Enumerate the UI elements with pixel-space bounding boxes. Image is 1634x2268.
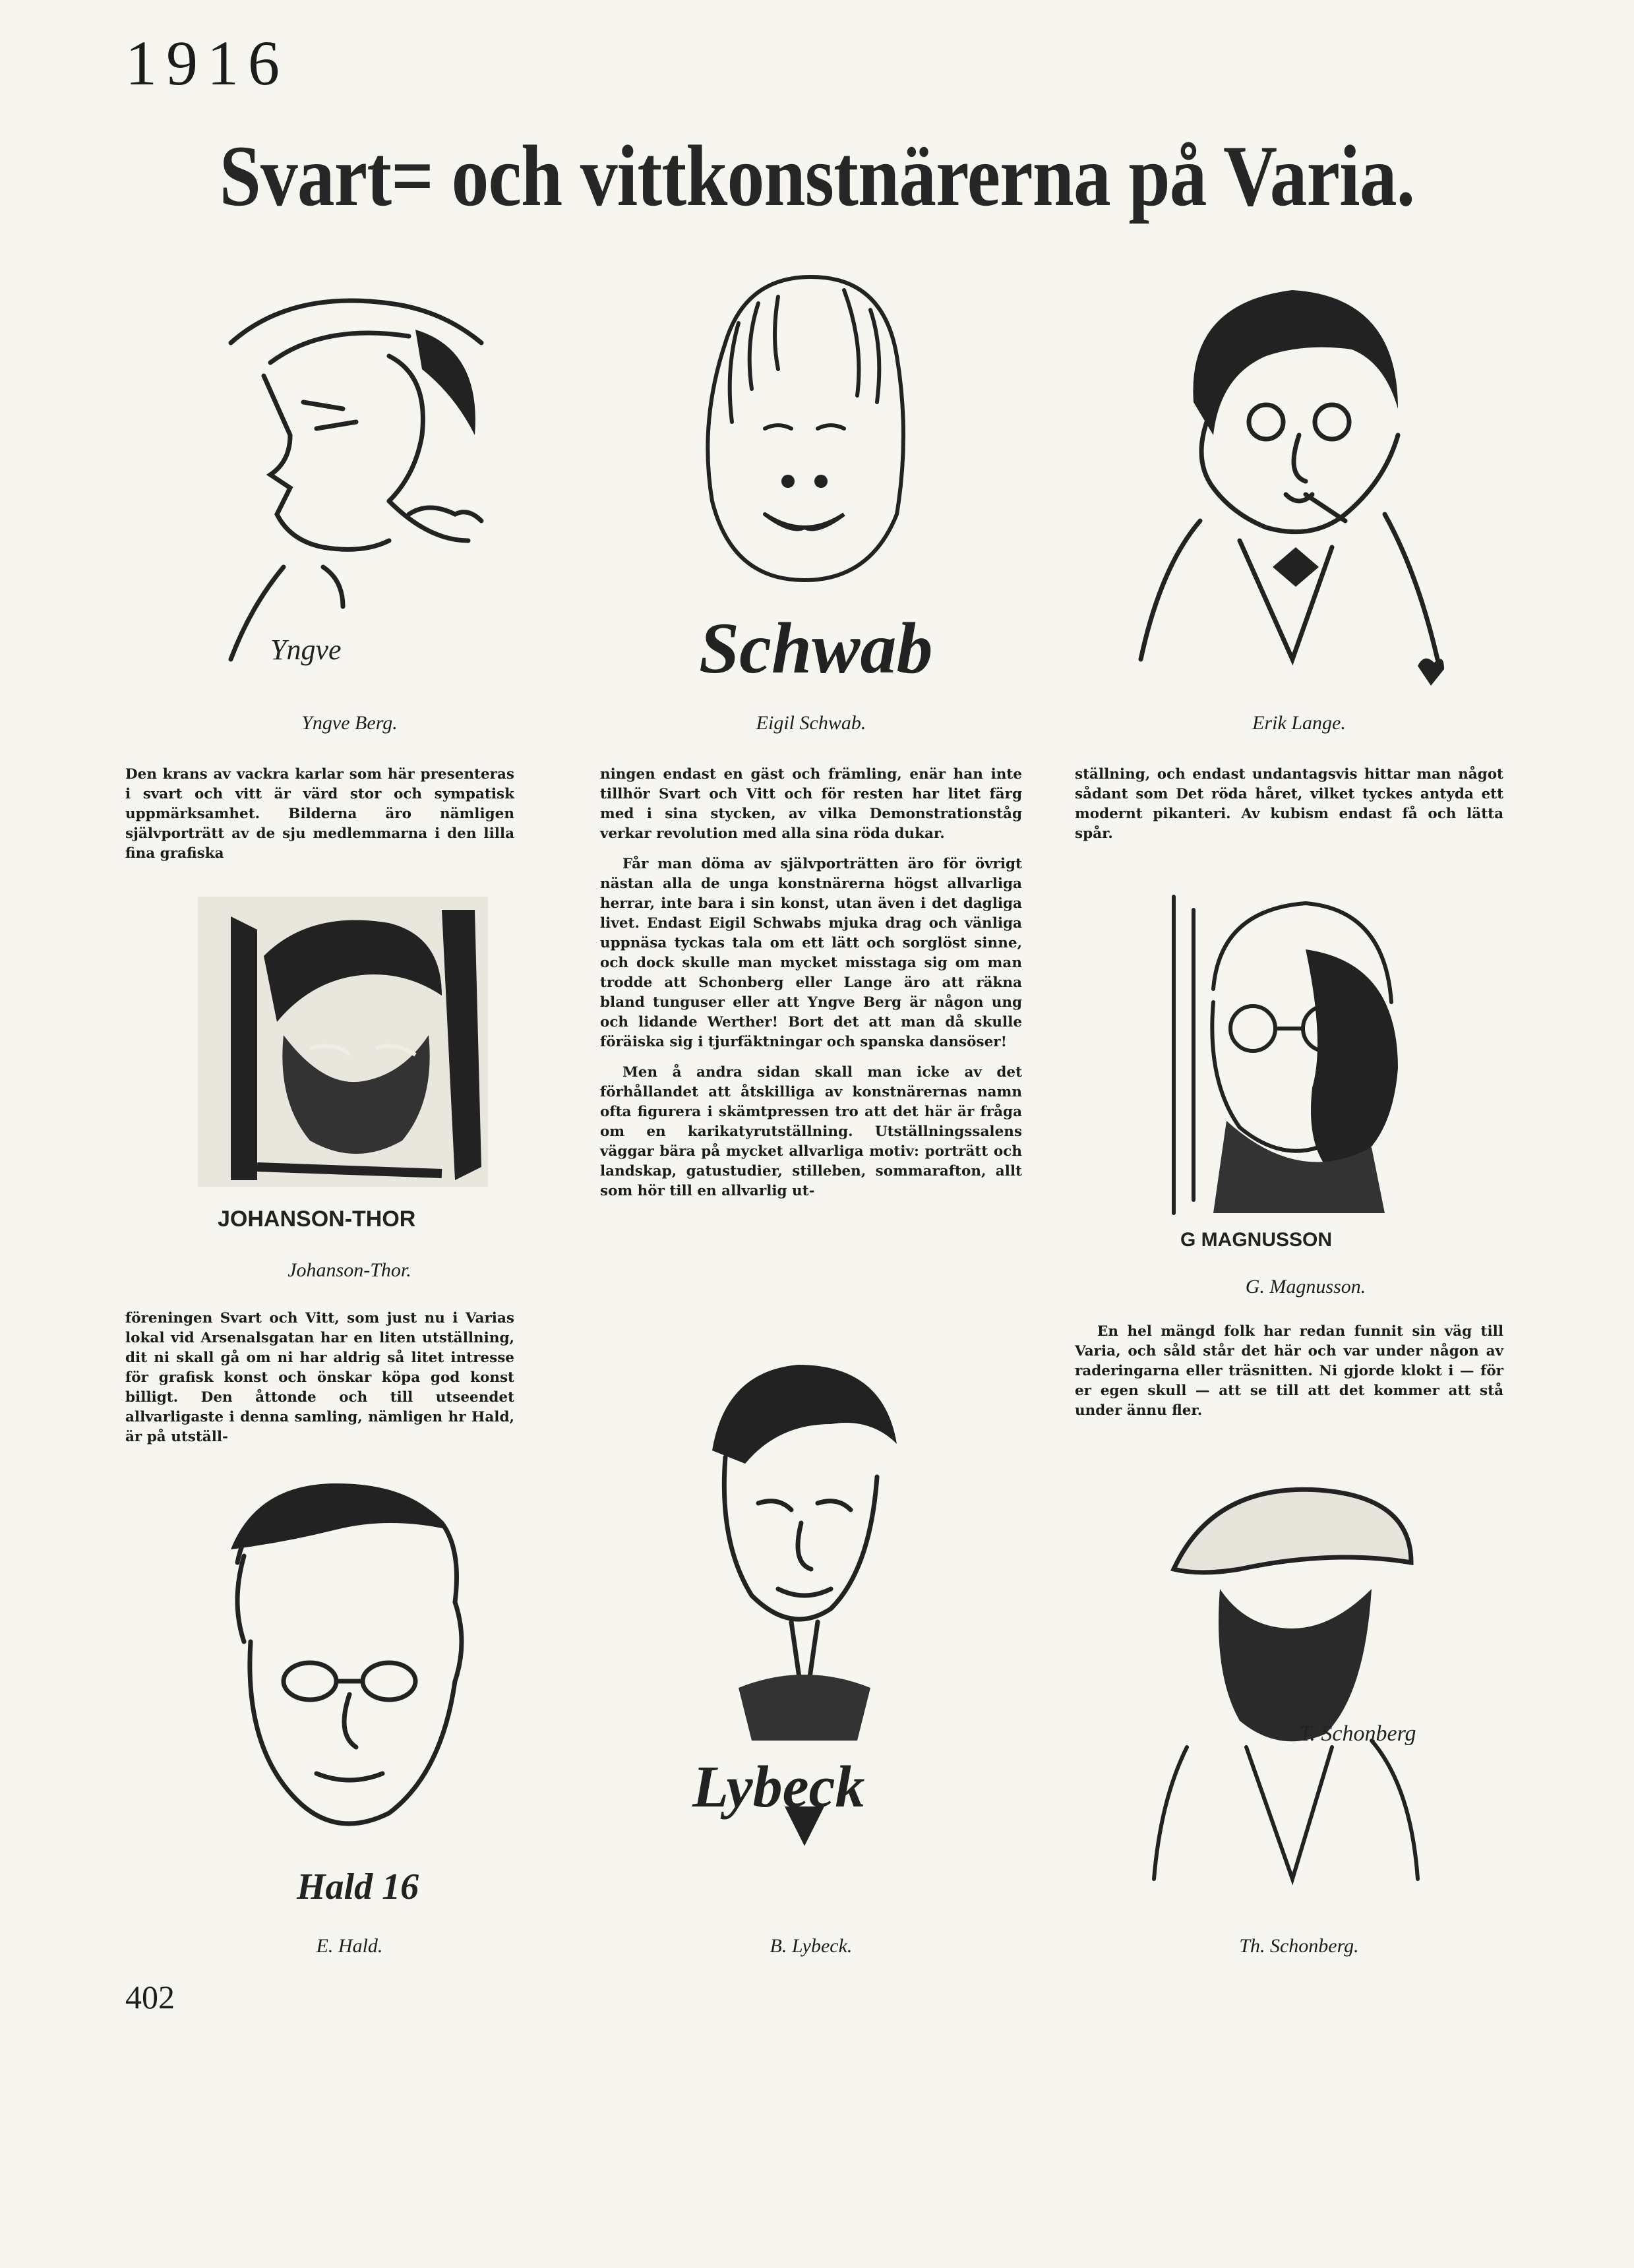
sketch-erik-lange-image (1134, 264, 1444, 686)
portrait-erik-lange (1134, 264, 1444, 686)
sketch-eigil-schwab-image (646, 264, 963, 699)
paragraph-3: ningen endast en gäst och främling, enär han inte tillhör Svart och Vitt och för resten har litet färg med i sina stycken, av vilka Demonstrationståg verkar revolution med alla sina röda dukar. (600, 766, 1022, 842)
page-title: Svart= och vittkonstnärerna på Varia. (219, 127, 1415, 224)
signature-lybeck: Lybeck (692, 1754, 865, 1820)
caption-eigil-schwab: Eigil Schwab. (756, 712, 866, 734)
signature-yngve: Yngve (270, 634, 342, 666)
paragraph-4: Får man döma av självporträtten äro för övrigt nästan alla de unga konstnärerna högst allvarliga herrar, inte bara i sin konst, utan även i det dagliga livet. Endast Eigil Schwabs mjuka drag och vänliga uppnäsa tyckas tala om ett lätt och sorglöst sinne, och dock skulle man mycket misstaga sig om man trodde att Schonberg eller Lange äro att räkna bland tunguser eller att Yngve Berg är någon ung och lidande Werther! Bort det att man då skulle föräiska sig i tjurfäktningar och spanska dansöser! (600, 856, 1022, 1050)
year-heading: 1916 (125, 28, 289, 98)
sketch-b-lybeck-image (646, 1345, 963, 1925)
text-column-2 (600, 765, 1022, 1212)
paragraph-1: Den krans av vackra karlar som här presenteras i svart och vitt är värd stor och sympatisk uppmärksamhet. Bilderna äro nämligen självporträtt av de sju medlemmarna i den lilla fina grafiska (125, 766, 514, 862)
signature-schwab: Schwab (699, 608, 933, 688)
portrait-b-lybeck (646, 1345, 963, 1925)
sketch-yngve-berg-image (191, 264, 508, 686)
caption-g-magnusson: G. Magnusson. (1245, 1276, 1366, 1298)
portrait-johanson-thor (191, 890, 501, 1233)
portrait-g-magnusson (1134, 870, 1451, 1266)
caption-erik-lange: Erik Lange. (1252, 712, 1346, 734)
signature-schonberg: T. Schonberg (1299, 1721, 1416, 1746)
portrait-e-hald (191, 1470, 508, 1919)
paragraph-6: ställning, och endast undantagsvis hittar man något sådant som Det röda håret, vilket tyckes antyda ett modernt pikanteri. Av kubism endast få och lätta spår. (1075, 766, 1503, 842)
text-column-3-a (1075, 765, 1503, 854)
caption-johanson-thor: Johanson-Thor. (287, 1259, 411, 1281)
text-column-1-b (125, 1309, 514, 1458)
caption-yngve-berg: Yngve Berg. (301, 712, 398, 734)
signature-johanson: JOHANSON-THOR (218, 1207, 416, 1232)
paragraph-7: En hel mängd folk har redan funnit sin väg till Varia, och såld står det här och var under någon av raderingarna eller träsnitten. Ni gjorde klokt i — för er egen skull — att se till att det kommer att stå under ännu fler. (1075, 1323, 1503, 1419)
paragraph-5: Men å andra sidan skall man icke av det förhållandet att åtskilliga av konstnärernas namn ofta figurera i skämtpressen tro att det här är fråga om en karikatyrutställning. Utställningssalens väggar bära på mycket allvarliga motiv: porträtt och landskap, gatustudier, stilleben, sommarafton, allt som hör till en allvarlig ut- (600, 1064, 1022, 1199)
sketch-g-magnusson-image (1134, 870, 1451, 1266)
page-number: 402 (125, 1979, 175, 2015)
signature-magnusson: G MAGNUSSON (1180, 1229, 1333, 1251)
caption-e-hald: E. Hald. (316, 1935, 383, 1957)
sketch-johanson-thor-image (191, 890, 501, 1233)
portrait-yngve-berg (191, 264, 508, 686)
caption-th-schonberg: Th. Schonberg. (1239, 1935, 1359, 1957)
portrait-eigil-schwab (646, 264, 963, 699)
sketch-th-schonberg-image (1134, 1457, 1451, 1919)
signature-hald: Hald 16 (297, 1866, 419, 1907)
caption-b-lybeck: B. Lybeck. (770, 1935, 853, 1957)
portrait-th-schonberg (1134, 1457, 1451, 1919)
text-column-3-b (1075, 1322, 1503, 1431)
sketch-e-hald-image (191, 1470, 508, 1919)
paragraph-2: föreningen Svart och Vitt, som just nu i Varias lokal vid Arsenalsgatan har en liten utställning, dit ni skall gå om ni har aldrig så litet intresse för grafisk konst och önskar köpa god konst billigt. Den åttonde och till utseendet allvarligaste i denna samling, nämligen hr Hald, är på utställ- (125, 1310, 514, 1445)
text-column-1-a (125, 765, 514, 874)
